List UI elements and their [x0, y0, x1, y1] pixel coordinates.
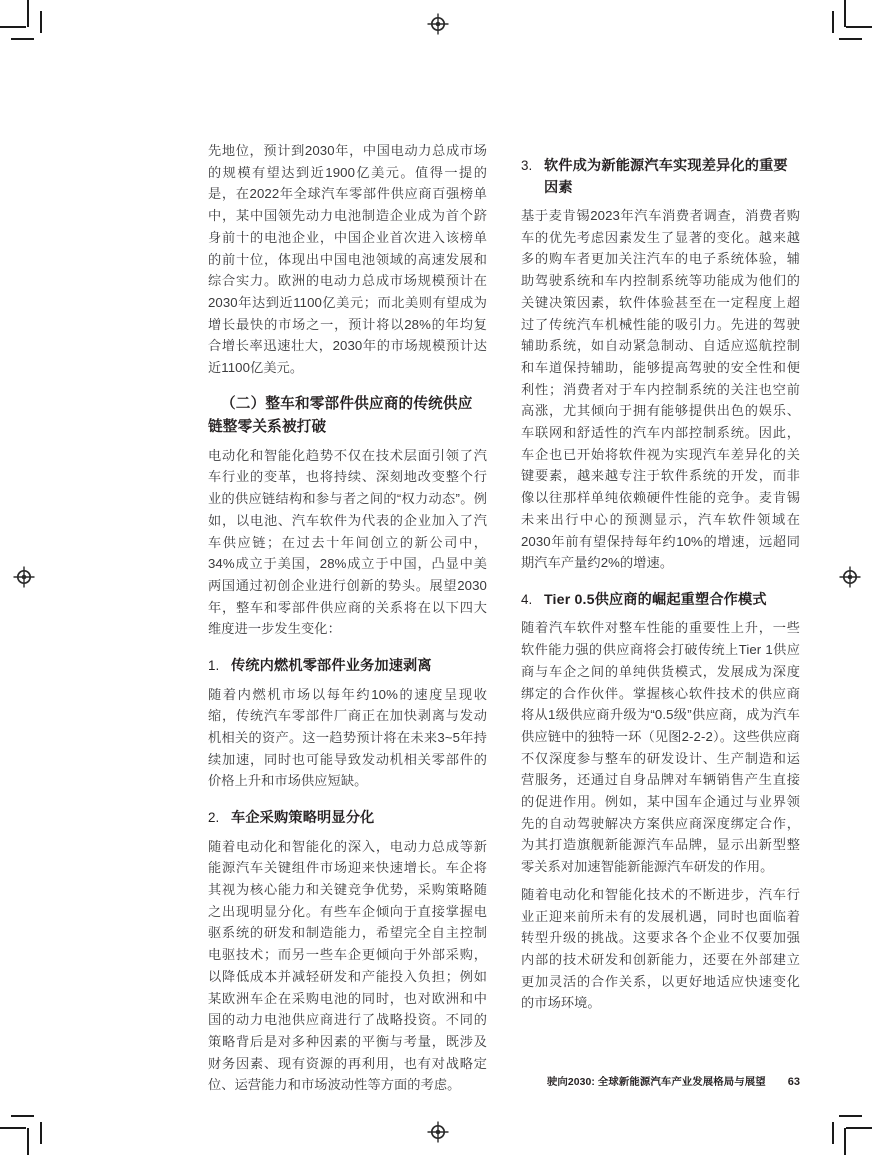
crop-mark-top-left-horizontal-outer — [0, 26, 26, 28]
crop-mark-bottom-right-horizontal-inner — [839, 1115, 862, 1117]
crop-mark-bottom-right-vertical-inner — [832, 1122, 834, 1144]
crop-mark-bottom-left-vertical-inner — [40, 1122, 42, 1144]
crop-mark-bottom-left-horizontal-outer — [0, 1127, 26, 1129]
crop-mark-bottom-right-vertical-outer — [844, 1128, 846, 1155]
numbered-heading-2 — [208, 807, 487, 830]
paragraph-conclusion: 随着电动化和智能化技术的不断进步，汽车行业正迎来前所未有的发展机遇，同时也面临着转型升级的挑战。这要求各个企业不仅要加强内部的技术研发和创新能力，还要在外部建立更加灵活的合作关系，以更好地适应快速变化的市场环境。 — [521, 886, 800, 1011]
numbered-heading-4 — [521, 589, 800, 612]
numbered-heading-2-title: 车企采购策略明显分化 — [231, 810, 375, 827]
numbered-heading-1 — [208, 655, 487, 678]
paragraph-continuation: 先地位，预计到2030年，中国电动力总成市场的规模有望达到近1900亿美元。值得一提的是，在2022年全球汽车零部件供应商百强榜单中，某中国领先动力电池制造企业成为首个跻身前十的电池企业，中国企业首次进入该榜单的前十位，体现出中国电池领域的高速发展和综合实力。欧洲的电动力总成市场规模预计在2030年达到近1100亿美元；而北美则有望成为增长最快的市场之一，预计将以28%的年均复合增长率迅速壮大，2030年的市场规模预计达近1100亿美元。 — [208, 143, 487, 376]
paragraph-item-3: 基于麦肯锡2023年汽车消费者调查，消费者购车的优先考虑因素发生了显著的变化。越来越多的购车者更加关注汽车的电子系统体验，辅助驾驶系统和车内控制系统等功能成为他们的关键决策因素，软件体验甚至在一定程度上超过了传统汽车机械性能的吸引力。先进的驾驶辅助系统，如自动紧急制动、自适应巡航控制和车道保持辅助，能够提高驾驶的安全性和便利性；消费者对于车内控制系统的关注也空前高涨，尤其倾向于拥有能够提供出色的娱乐、车联网和舒适性的汽车内部控制系统。因此，车企也已开始将软件视为实现汽车差异化的关键要素，越来越专注于软件系统的开发，而非像以往那样单纯依赖硬件性能的竞争。麦肯锡未来出行中心的预测显示，汽车软件领域在2030年前有望保持每年约10%的增速，远超同期汽车产量约2%的增速。 — [521, 208, 800, 571]
crop-mark-bottom-left-horizontal-inner — [11, 1115, 34, 1117]
paragraph-item-4: 随着汽车软件对整车性能的重要性上升，一些软件能力强的供应商将会打破传统上Tier 1供应商与车企之间的单纯供货模式，发展成为深度绑定的合作伙伴。掌握核心软件技术的供应商将从1级供应商升级为“0.5级”供应商，成为汽车供应链中的独特一环（见图2-2-2）。这些供应商不仅深度参与整车的研发设计、生产制造和运营服务，还通过自身品牌对车辆销售产生直接的促进作用。例如，某中国车企通过与业界领先的自动驾驶解决方案供应商深度绑定合作，为其打造旗舰新能源汽车品牌，显示出新型整零关系对加速智能新能源汽车研发的作用。 — [521, 620, 800, 875]
crop-mark-bottom-left-vertical-outer — [27, 1128, 29, 1155]
numbered-heading-1-title: 传统内燃机零部件业务加速剥离 — [231, 658, 432, 675]
left-column — [208, 140, 487, 1102]
registration-target-icon-bottom — [427, 1121, 449, 1143]
article-columns — [208, 140, 800, 1102]
paragraph-supply-chain: 电动化和智能化趋势不仅在技术层面引领了汽车行业的变革，也将持续、深刻地改变整个行业的供应链结构和参与者之间的“权力动态”。例如，以电池、汽车软件为代表的企业加入了汽车供应链；在过去十年间创立的新公司中，34%成立于美国，28%成立于中国，凸显中美两国通过初创企业进行创新的势头。展望2030年，整车和零部件供应商的关系将在以下四大维度进一步发生变化： — [208, 447, 487, 637]
registration-target-icon-left — [13, 566, 35, 588]
numbered-heading-2-number: 2. — [208, 810, 220, 826]
page-number: 63 — [787, 1076, 800, 1088]
numbered-heading-3-number: 3. — [521, 158, 533, 173]
numbered-heading-3 — [521, 155, 800, 199]
numbered-heading-3-title: 软件成为新能源汽车实现差异化的重要因素 — [544, 158, 788, 196]
crop-mark-top-right-horizontal-outer — [846, 26, 872, 28]
paragraph-item-2: 随着电动化和智能化的深入，电动力总成等新能源汽车关键组件市场迎来快速增长。车企将其视为核心能力和关键竞争优势，采购策略随之出现明显分化。有些车企倾向于直接掌握电驱系统的研发和制造能力，希望完全自主控制电驱技术；而另一些车企更倾向于外部采购，以降低成本并减轻研发和产能投入负担；例如某欧洲车企在采购电池的同时，也对欧洲和中国的动力电池供应商进行了战略投资。不同的策略背后是对多种因素的平衡与考量，既涉及财务因素、现有资源的再利用，也有对战略定位、运营能力和市场波动性等方面的考虑。 — [208, 838, 487, 1093]
crop-mark-top-right-vertical-inner — [832, 11, 834, 33]
section-heading-two: （二）整车和零部件供应商的传统供应链整零关系被打破 — [208, 395, 473, 435]
registration-target-icon-right — [839, 566, 861, 588]
crop-mark-top-left-vertical-outer — [27, 0, 29, 27]
crop-mark-top-left-horizontal-inner — [11, 38, 34, 40]
right-column — [521, 140, 800, 1020]
page-footer — [208, 1073, 800, 1088]
crop-mark-top-left-vertical-inner — [40, 11, 42, 33]
crop-mark-bottom-right-horizontal-outer — [846, 1127, 872, 1129]
numbered-heading-1-number: 1. — [208, 658, 220, 674]
footer-title: 驶向2030: 全球新能源汽车产业发展格局与展望 — [546, 1077, 766, 1088]
numbered-heading-4-title: Tier 0.5供应商的崛起重塑合作模式 — [544, 591, 767, 608]
registration-target-icon-top — [427, 13, 449, 35]
crop-mark-top-right-vertical-outer — [844, 0, 846, 27]
paragraph-item-1: 随着内燃机市场以每年约10%的速度呈现收缩，传统汽车零部件厂商正在加快剥离与发动机相关的资产。这一趋势预计将在未来3~5年持续加速，同时也可能导致发动机相关零部件的价格上升和市场供应短缺。 — [208, 686, 487, 789]
crop-mark-top-right-horizontal-inner — [839, 38, 862, 40]
numbered-heading-4-number: 4. — [521, 591, 533, 607]
